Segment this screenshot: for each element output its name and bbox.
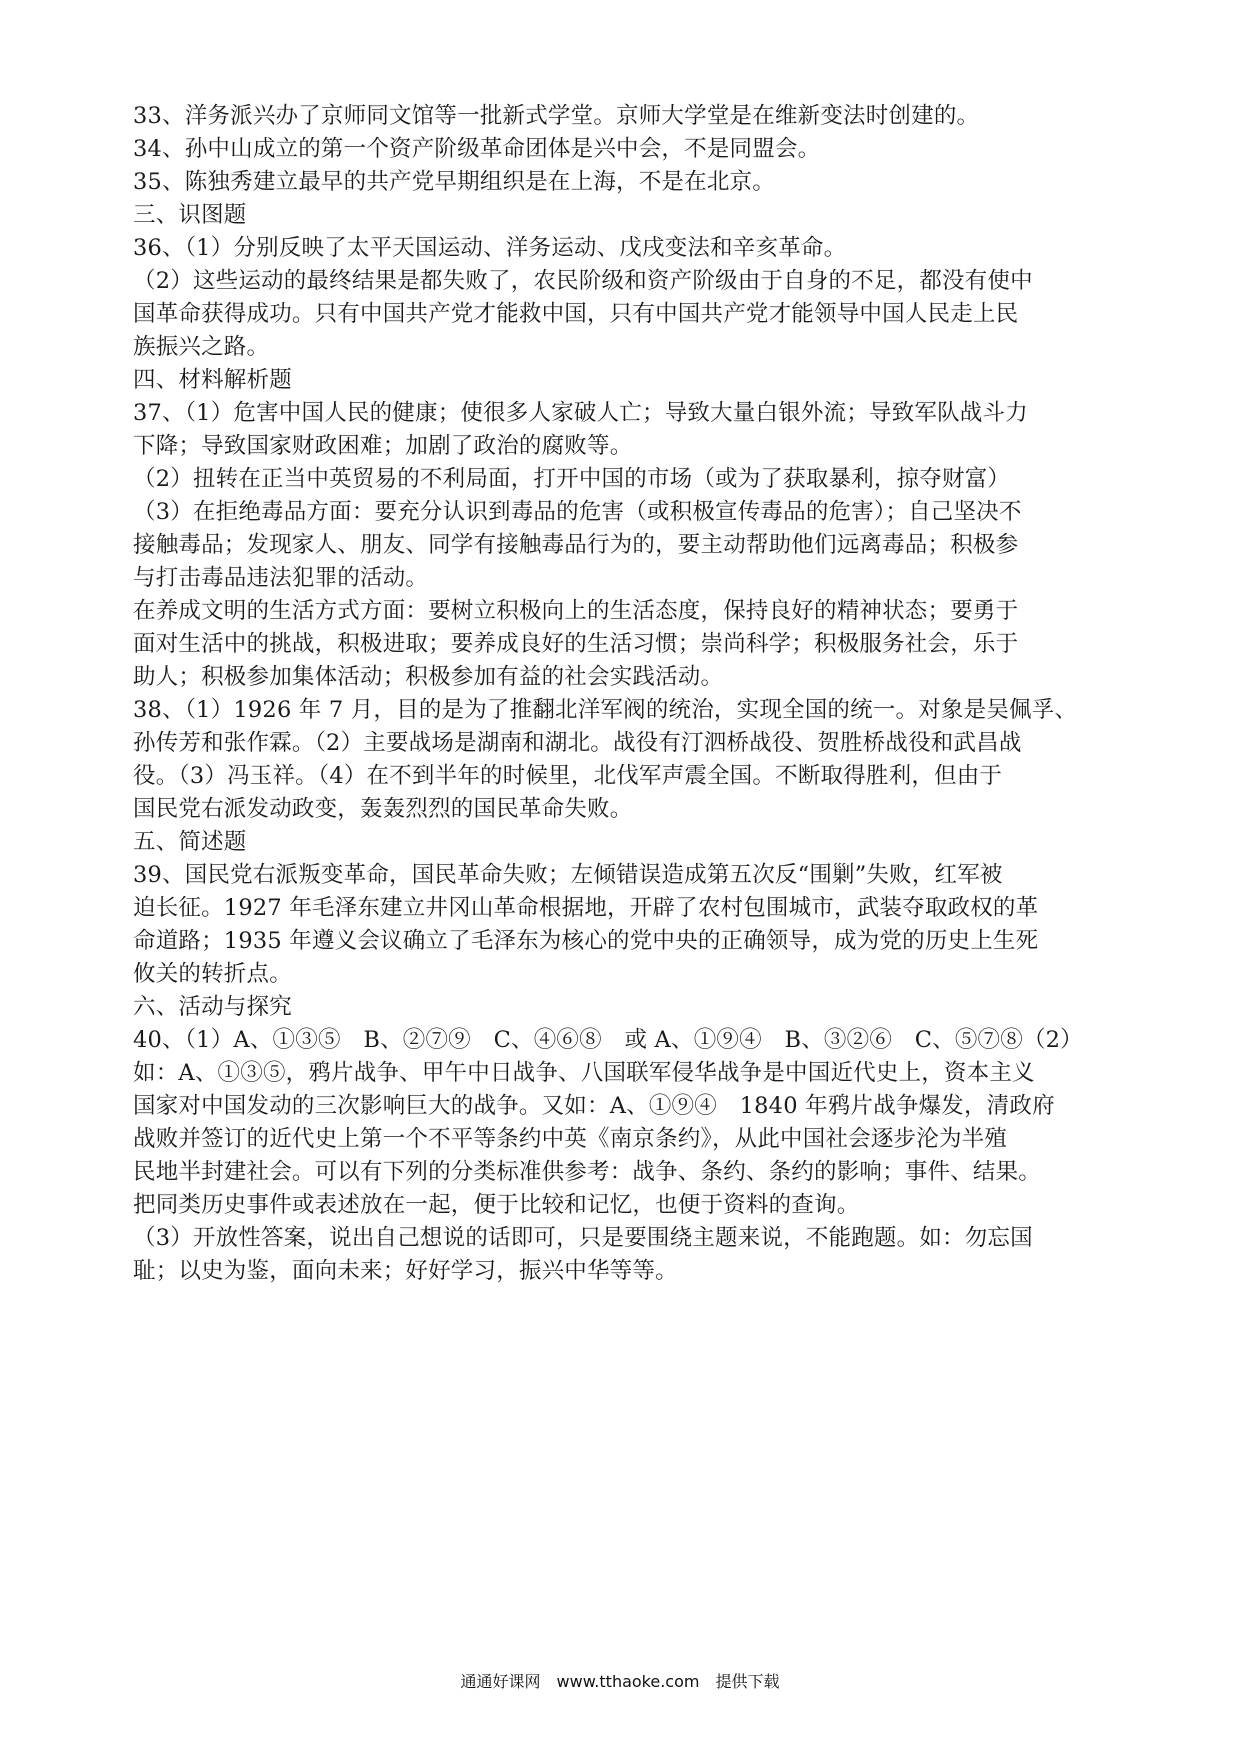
text-line: 接触毒品；发现家人、朋友、同学有接触毒品行为的，要主动帮助他们远离毒品；积极参 <box>133 532 1019 558</box>
text-line: 民地半封建社会。可以有下列的分类标准供参考：战争、条约、条约的影响；事件、结果。 <box>133 1159 1042 1185</box>
text-line: 国民党右派发动政变，轰轰烈烈的国民革命失败。 <box>133 796 633 822</box>
text-line: 37、（1）危害中国人民的健康；使很多人家破人亡；导致大量白银外流；导致军队战斗力 <box>133 400 1028 426</box>
text-line: 与打击毒品违法犯罪的活动。 <box>133 565 429 591</box>
text-line: 35、陈独秀建立最早的共产党早期组织是在上海，不是在北京。 <box>133 169 775 195</box>
text-line: 族振兴之路。 <box>133 334 270 360</box>
text-line: 面对生活中的挑战，积极进取；要养成良好的生活习惯；崇尚科学；积极服务社会，乐于 <box>133 631 1019 657</box>
text-line: 40、（1）A、①③⑤ B、②⑦⑨ C、④⑥⑧ 或 A、①⑨④ B、③②⑥ C、⑤⑦⑧（2） <box>133 1027 1083 1053</box>
text-line: 34、孙中山成立的第一个资产阶级革命团体是兴中会，不是同盟会。 <box>133 136 821 162</box>
text-line: 如：A、①③⑤，鸦片战争、甲午中日战争、八国联军侵华战争是中国近代史上，资本主义 <box>133 1060 1035 1086</box>
text-line: 六、活动与探究 <box>133 994 292 1020</box>
text-line: （2）这些运动的最终结果是都失败了，农民阶级和资产阶级由于自身的不足，都没有使中 <box>133 268 1033 294</box>
text-line: （2）扭转在正当中英贸易的不利局面，打开中国的市场（或为了获取暴利，掠夺财富） <box>133 466 1011 492</box>
answer-text-body <box>133 100 1123 1288</box>
text-line: 三、识图题 <box>133 202 247 228</box>
text-line: 下降；导致国家财政困难；加剧了政治的腐败等。 <box>133 433 633 459</box>
text-line: 战败并签订的近代史上第一个不平等条约中英《南京条约》，从此中国社会逐步沦为半殖 <box>133 1126 1008 1152</box>
text-line: 耻；以史为鉴，面向未来；好好学习，振兴中华等等。 <box>133 1258 678 1284</box>
text-line: 国革命获得成功。只有中国共产党才能救中国，只有中国共产党才能领导中国人民走上民 <box>133 301 1019 327</box>
text-line: 在养成文明的生活方式方面：要树立积极向上的生活态度，保持良好的精神状态；要勇于 <box>133 598 1019 624</box>
text-line: 国家对中国发动的三次影响巨大的战争。又如：A、①⑨④ 1840 年鸦片战争爆发，清政府 <box>133 1093 1055 1119</box>
text-line: 36、（1）分别反映了太平天国运动、洋务运动、戊戌变法和辛亥革命。 <box>133 235 847 261</box>
text-line: 把同类历史事件或表述放在一起，便于比较和记忆，也便于资料的查询。 <box>133 1192 860 1218</box>
text-line: 39、国民党右派叛变革命，国民革命失败；左倾错误造成第五次反“围剿”失败，红军被 <box>133 862 1003 888</box>
text-line: 33、洋务派兴办了京师同文馆等一批新式学堂。京师大学堂是在维新变法时创建的。 <box>133 103 980 129</box>
text-line: （3）在拒绝毒品方面：要充分认识到毒品的危害（或积极宣传毒品的危害）；自己坚决不 <box>133 499 1022 525</box>
text-line: 38、（1）1926 年 7 月，目的是为了推翻北洋军阀的统治，实现全国的统一。对象是吴佩孚、 <box>133 697 1078 723</box>
text-line: 命道路；1935 年遵义会议确立了毛泽东为核心的党中央的正确领导，成为党的历史上生死 <box>133 928 1039 954</box>
text-line: 役。（3）冯玉祥。（4）在不到半年的时候里，北伐军声震全国。不断取得胜利，但由于 <box>133 763 1003 789</box>
text-line: 孙传芳和张作霖。（2）主要战场是湖南和湖北。战役有汀泗桥战役、贺胜桥战役和武昌战 <box>133 730 1022 756</box>
text-line: （3）开放性答案，说出自己想说的话即可，只是要围绕主题来说，不能跑题。如：勿忘国 <box>133 1225 1033 1251</box>
page-footer: 通通好课网 www.tthaoke.com 提供下载 <box>460 1672 780 1691</box>
text-line: 五、简述题 <box>133 829 247 855</box>
text-line: 四、材料解析题 <box>133 367 292 393</box>
text-line: 助人；积极参加集体活动；积极参加有益的社会实践活动。 <box>133 664 724 690</box>
text-line: 迫长征。1927 年毛泽东建立井冈山革命根据地，开辟了农村包围城市，武装夺取政权的革 <box>133 895 1039 921</box>
text-line: 攸关的转折点。 <box>133 961 292 987</box>
